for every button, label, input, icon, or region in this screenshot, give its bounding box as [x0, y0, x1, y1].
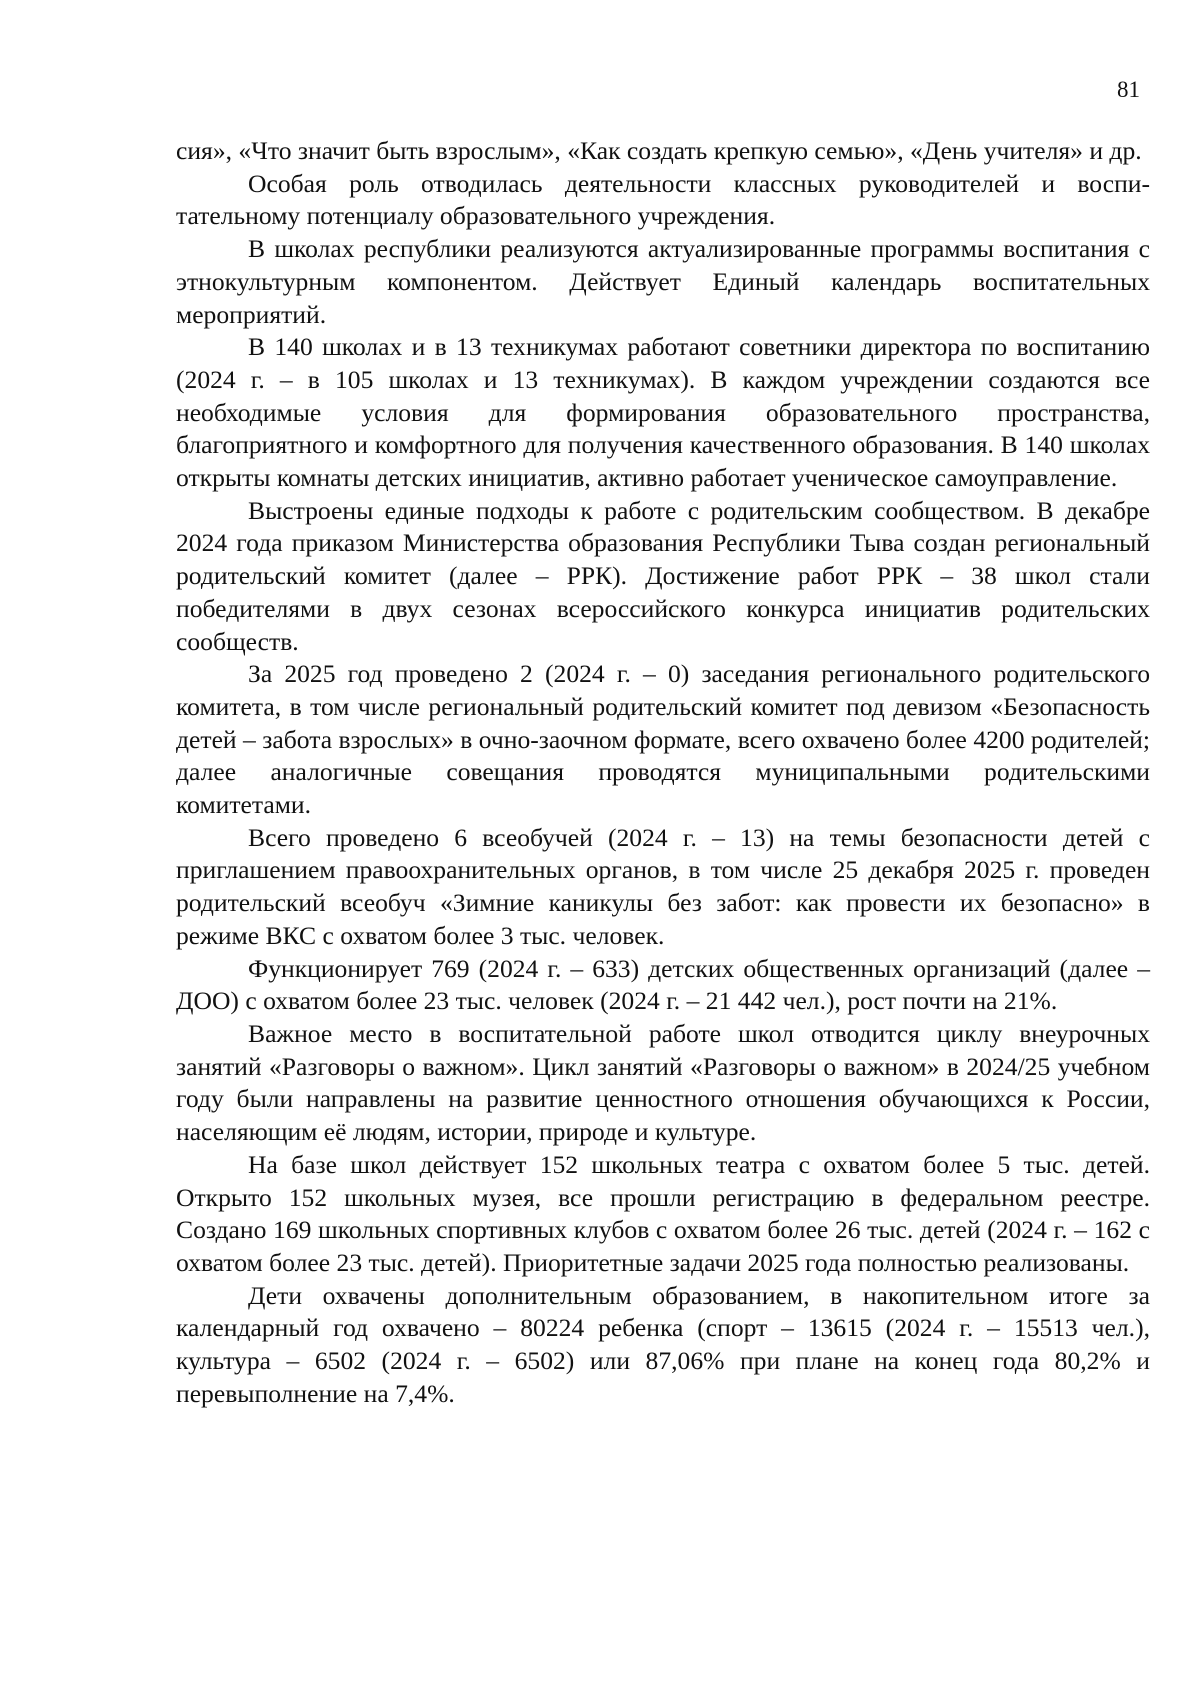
paragraph-director-advisors: В 140 школах и в 13 техникумах работают советники директора по воспитанию (2024 г. – в 105 школах и 13 техникумах). В каждом учреждении создаются все необходимые условия для формирования образовательного пространства, благоприятного и комфортного для получения качественного образования. В 140 школах открыты комнаты детских инициатив, активно работает ученическое самоуправление. — [176, 332, 1150, 493]
paragraph-safety-trainings: Всего проведено 6 всеобучей (2024 г. – 13) на темы безопасности детей с приглашением правоохранительных органов, в том числе 25 декабря 2025 г. проведен родительский всеобуч «Зимние каникулы без забот: как провести их безопасно» в режиме ВКС с охватом более 3 тыс. человек. — [176, 822, 1150, 950]
paragraph-parent-community: Выстроены единые подходы к работе с родительским сообществом. В декабре 2024 года приказом Министерства образования Республики Тыва создан региональный родительский комитет (далее – РРК). Достижение работ РРК – 38 школ стали победителями в двух сезонах всероссийского конкурса инициатив родительских сообществ. — [176, 495, 1150, 656]
paragraph-parent-committee-meetings: За 2025 год проведено 2 (2024 г. – 0) заседания регионального родительского комитета, в том числе региональный родительский комитет под девизом «Безопасность детей – забота взрослых» в очно-заочном формате, всего охвачено более 4200 родителей; далее аналогичные совещания проводятся муниципальными родительскими комитетами. — [176, 659, 1150, 820]
paragraph-class-teachers: Особая роль отводилась деятельности классных руководителей и воспитательному потенциалу образовательного учреждения. — [176, 168, 1150, 231]
paragraph-youth-organizations: Функционирует 769 (2024 г. – 633) детских общественных организаций (далее – ДОО) с охватом более 23 тыс. человек (2024 г. – 21 442 чел.), рост почти на 21%. — [176, 953, 1150, 1016]
paragraph-important-conversations: Важное место в воспитательной работе школ отводится циклу внеурочных занятий «Разговоры о важном». Цикл занятий «Разговоры о важном» в 2024/25 учебном году были направлены на развитие ценностного отношения обучающихся к России, населяющим её людям, истории, природе и культуре. — [176, 1018, 1150, 1147]
paragraph-school-theatres-museums: На базе школ действует 152 школьных театра с охватом более 5 тыс. детей. Открыто 152 школьных музея, все прошли регистрацию в федеральном реестре. Создано 169 школьных спортивных клубов с охватом более 26 тыс. детей (2024 г. – 162 с охватом более 23 тыс. детей). Приоритетные задачи 2025 года полностью реализованы. — [176, 1149, 1150, 1277]
page-number: 81 — [1117, 77, 1140, 102]
paragraph-continuation: сия», «Что значит быть взрослым», «Как создать крепкую семью», «День учителя» и др. — [176, 136, 1142, 165]
paragraph-additional-education: Дети охвачены дополнительным образованием, в накопительном итоге за календарный год охвачено – 80224 ребенка (спорт – 13615 (2024 г. – 15513 чел.), культура – 6502 (2024 г. – 6502) или 87,06% при плане на конец года 80,2% и перевыполнение на 7,4%. — [176, 1280, 1150, 1408]
paragraph-upbringing-programs: В школах республики реализуются актуализированные программы воспитания с этнокультурным компонентом. Действует Единый календарь воспитательных мероприятий. — [176, 234, 1150, 329]
body-text — [176, 135, 1150, 1410]
